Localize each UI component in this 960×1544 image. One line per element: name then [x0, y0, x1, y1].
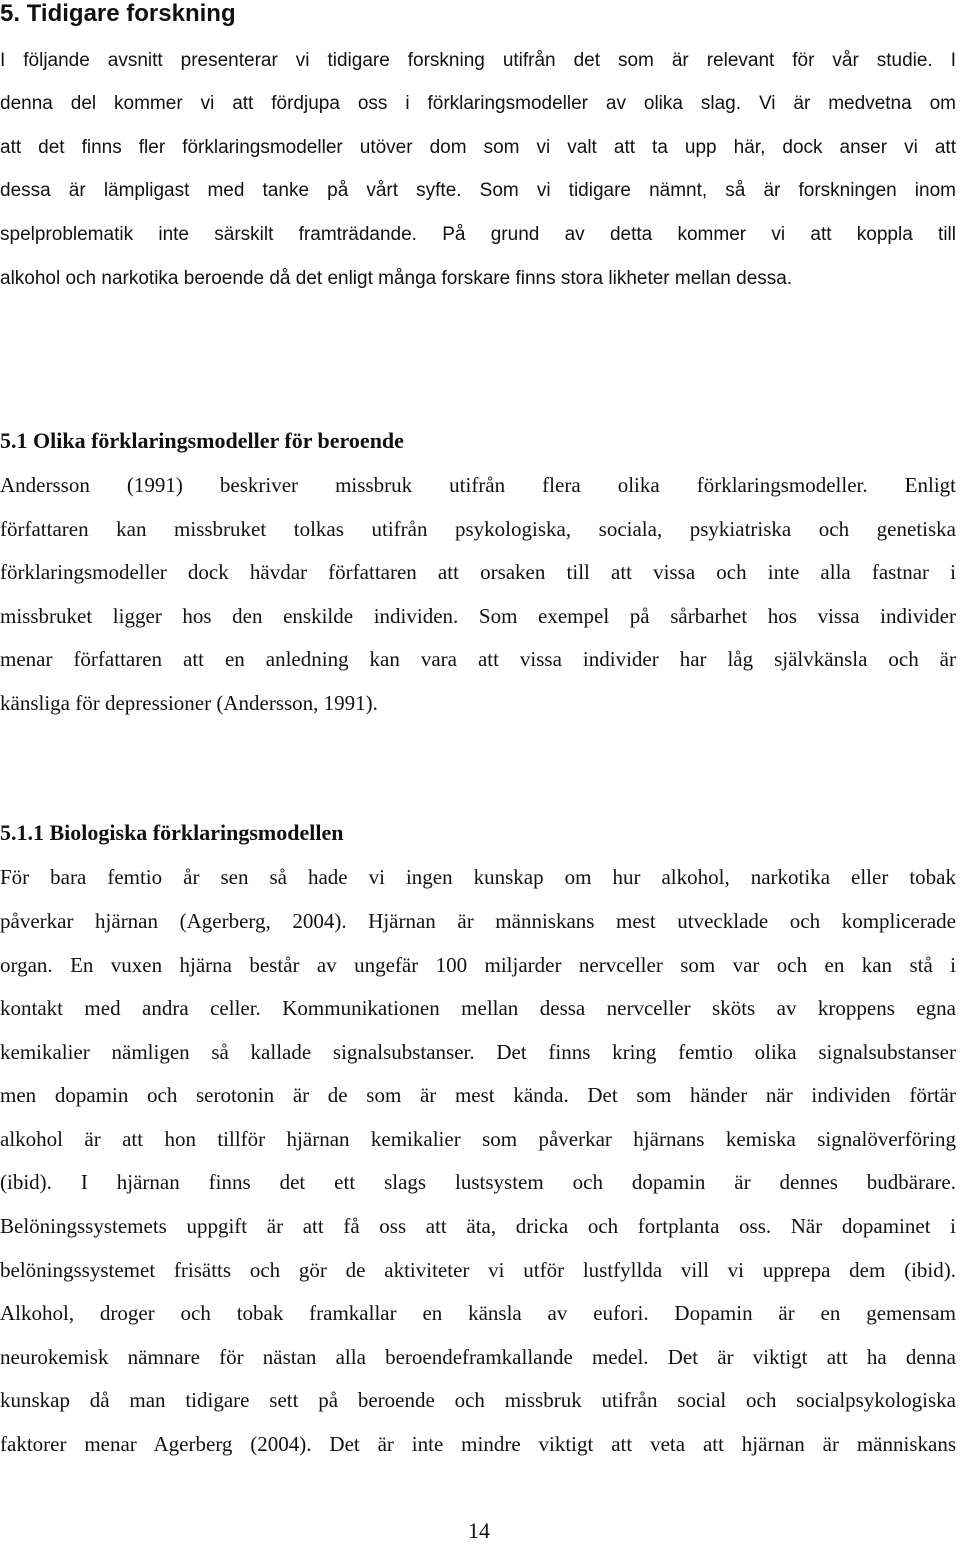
- paragraph-line: författaren kan missbruket tolkas utifrån psykologiska, sociala, psykiatriska och genetiska: [0, 517, 956, 541]
- paragraph-line: I följande avsnitt presenterar vi tidigare forskning utifrån det som är relevant för vår studie. I: [0, 50, 956, 71]
- paragraph-line: faktorer menar Agerberg (2004). Det är inte mindre viktigt att veta att hjärnan är människans: [0, 1432, 956, 1456]
- paragraph-line: missbruket ligger hos den enskilde individen. Som exempel på sårbarhet hos vissa individer: [0, 604, 956, 628]
- paragraph-line: kemikalier nämligen så kallade signalsubstanser. Det finns kring femtio olika signalsubstanser: [0, 1040, 956, 1064]
- paragraph-line: förklaringsmodeller dock hävdar författaren att orsaken till att vissa och inte alla fastnar i: [0, 560, 956, 584]
- paragraph-line: För bara femtio år sen så hade vi ingen kunskap om hur alkohol, narkotika eller tobak: [0, 865, 956, 889]
- paragraph-line: kunskap då man tidigare sett på beroende och missbruk utifrån social och socialpsykologiska: [0, 1388, 956, 1412]
- paragraph-line: påverkar hjärnan (Agerberg, 2004). Hjärnan är människans mest utvecklade och komplicerade: [0, 909, 956, 933]
- section-heading-5-1: 5.1 Olika förklaringsmodeller för beroende: [0, 428, 404, 453]
- paragraph-line: Andersson (1991) beskriver missbruk utifrån flera olika förklaringsmodeller. Enligt: [0, 473, 956, 497]
- section-heading-5-1-1: 5.1.1 Biologiska förklaringsmodellen: [0, 820, 344, 845]
- paragraph-line: menar författaren att en anledning kan vara att vissa individer har låg självkänsla och är: [0, 647, 956, 671]
- paragraph-line: att det finns fler förklaringsmodeller utöver dom som vi valt att ta upp här, dock anser vi att: [0, 137, 956, 158]
- page-number: 14: [468, 1518, 490, 1543]
- paragraph-line: kontakt med andra celler. Kommunikationen mellan dessa nervceller sköts av kroppens egna: [0, 996, 956, 1020]
- paragraph-line: denna del kommer vi att fördjupa oss i förklaringsmodeller av olika slag. Vi är medvetna om: [0, 93, 956, 114]
- paragraph-line: dessa är lämpligast med tanke på vårt syfte. Som vi tidigare nämnt, så är forskningen inom: [0, 180, 956, 201]
- paragraph-line: alkohol är att hon tillför hjärnan kemikalier som påverkar hjärnans kemiska signalöverföring: [0, 1127, 956, 1151]
- paragraph-line: spelproblematik inte särskilt framträdande. På grund av detta kommer vi att koppla till: [0, 224, 956, 245]
- paragraph-line: Alkohol, droger och tobak framkallar en känsla av eufori. Dopamin är en gemensam: [0, 1301, 956, 1325]
- paragraph-line: Belöningssystemets uppgift är att få oss att äta, dricka och fortplanta oss. När dopaminet i: [0, 1214, 956, 1238]
- paragraph-line: men dopamin och serotonin är de som är mest kända. Det som händer när individen förtär: [0, 1083, 956, 1107]
- section-heading-5: 5. Tidigare forskning: [0, 0, 236, 27]
- paragraph-line: organ. En vuxen hjärna består av ungefär 100 miljarder nervceller som var och en kan stå i: [0, 953, 956, 977]
- paragraph-line: känsliga för depressioner (Andersson, 1991).: [0, 691, 378, 715]
- paragraph-line: belöningssystemet frisätts och gör de aktiviteter vi utför lustfyllda vill vi upprepa dem (ibid).: [0, 1258, 956, 1282]
- paragraph-line: (ibid). I hjärnan finns det ett slags lustsystem och dopamin är dennes budbärare.: [0, 1170, 956, 1194]
- paragraph-line: neurokemisk nämnare för nästan alla beroendeframkallande medel. Det är viktigt att ha denna: [0, 1345, 956, 1369]
- paragraph-line: alkohol och narkotika beroende då det enligt många forskare finns stora likheter mellan dessa.: [0, 268, 793, 289]
